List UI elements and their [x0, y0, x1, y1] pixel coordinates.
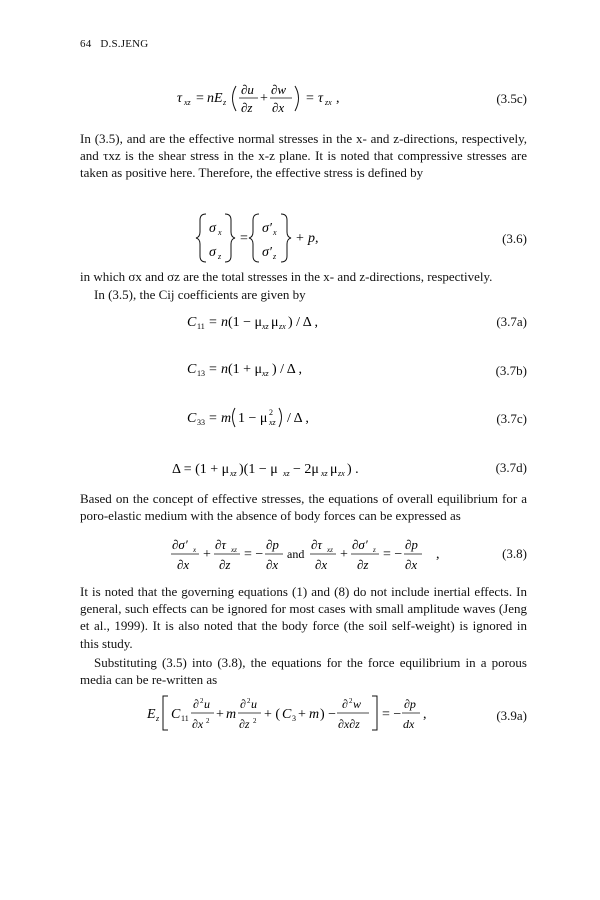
equation-3-7d [0, 453, 600, 483]
svg-text:E: E [147, 707, 156, 722]
svg-text:u: u [251, 697, 257, 711]
svg-text:=: = [240, 231, 248, 246]
svg-text:xz: xz [184, 98, 191, 107]
svg-text:z: z [223, 98, 227, 107]
svg-text:x: x [193, 546, 197, 554]
paragraph-text: Based on the concept of effective stresses, the equations of overall equilibrium for a poro-elastic medium with the absence of body forces can be expressed as [80, 491, 527, 524]
svg-text:∂p: ∂p [404, 697, 416, 711]
paragraph-text: In (3.5), the Cij coefficients are given by [94, 287, 306, 302]
equation-3-8 [0, 534, 600, 574]
svg-text:∂x∂z: ∂x∂z [338, 717, 360, 731]
svg-text:+: + [340, 547, 348, 562]
page-number: 64 [80, 38, 92, 50]
svg-text:13: 13 [197, 369, 205, 378]
equation-number: (3.7c) [496, 411, 527, 426]
svg-text:,: , [336, 91, 340, 106]
svg-text:=: = [209, 315, 217, 330]
svg-text:C: C [187, 411, 197, 426]
svg-text:σ′: σ′ [262, 221, 272, 236]
svg-text:C: C [187, 315, 197, 330]
svg-text:/ Δ ,: / Δ , [287, 411, 309, 426]
paragraph-total-stresses [80, 268, 527, 285]
svg-text:2: 2 [269, 408, 273, 417]
paragraph-cij-intro [80, 286, 527, 303]
svg-text:τ: τ [318, 91, 324, 106]
svg-text:3: 3 [292, 714, 296, 723]
svg-text:2: 2 [247, 697, 251, 705]
svg-text:11: 11 [197, 322, 205, 331]
svg-text:C: C [187, 362, 197, 377]
svg-text:+: + [203, 547, 211, 562]
equation-number: (3.5c) [496, 91, 527, 106]
svg-text:z: z [218, 252, 222, 261]
svg-text:μ: μ [271, 315, 279, 330]
svg-text:(1 − μ: (1 − μ [228, 315, 263, 330]
svg-text:xz: xz [321, 469, 328, 478]
svg-text:) / Δ ,: ) / Δ , [288, 315, 319, 330]
svg-text:∂x: ∂x [272, 100, 285, 115]
svg-text:= −: = − [382, 707, 402, 722]
svg-text:z: z [373, 546, 376, 554]
author-name: D.S.JENG [100, 38, 149, 50]
svg-text:zx: zx [338, 469, 345, 478]
svg-text:τ: τ [177, 91, 183, 106]
equation-number: (3.7b) [495, 363, 527, 378]
svg-text:x: x [218, 228, 222, 237]
svg-text:xz: xz [327, 546, 333, 554]
svg-text:m: m [226, 707, 237, 722]
svg-text:σ: σ [209, 221, 216, 236]
paragraph-inertial-effects [80, 583, 527, 652]
svg-text:xz: xz [231, 546, 237, 554]
svg-text:∂z: ∂z [357, 557, 369, 572]
svg-text:∂σ′: ∂σ′ [352, 537, 368, 552]
svg-text:∂x: ∂x [177, 557, 190, 572]
equation-3-6 [0, 210, 600, 266]
svg-text:2: 2 [200, 697, 204, 705]
equation-3-7b [0, 353, 600, 383]
svg-text:m: m [309, 707, 320, 722]
svg-text:− 2μ: − 2μ [293, 462, 319, 477]
svg-text:+: + [260, 91, 268, 106]
svg-text:m: m [221, 411, 232, 426]
svg-text:∂τ: ∂τ [311, 537, 323, 552]
paragraph-text: It is noted that the governing equations (1) and (8) do not include inertial effects. In general, such effects can be ignored for most cases with small amplitude waves (Jeng et al., 1999). It is also noted that the body force (the soil self-weight) is ignored in this study. [80, 584, 527, 651]
svg-text:∂u: ∂u [241, 82, 254, 97]
svg-text:σ: σ [209, 245, 216, 260]
svg-text:dx: dx [403, 717, 415, 731]
svg-text:∂x: ∂x [405, 557, 418, 572]
svg-text:Δ = (1 + μ: Δ = (1 + μ [172, 462, 230, 477]
svg-text:∂x: ∂x [315, 557, 328, 572]
equation-number: (3.8) [502, 546, 527, 561]
svg-text:(1 + μ: (1 + μ [228, 362, 263, 377]
svg-text:=: = [306, 91, 314, 106]
running-header [80, 38, 154, 50]
equation-number: (3.6) [502, 231, 527, 246]
svg-text:,: , [315, 231, 319, 246]
svg-text:∂z: ∂z [241, 100, 253, 115]
svg-text:,: , [423, 707, 427, 722]
svg-text:μ: μ [330, 462, 338, 477]
svg-text:∂: ∂ [193, 697, 199, 711]
paragraph-text: In (3.5), and are the effective normal stresses in the x- and z-directions, respectively, and τxz is the shear stress in the x-z plane. It is noted that compressive stresses are taken as positive here. Therefore, the effective stress is defined by [80, 131, 527, 181]
equation-3-9a [0, 692, 600, 736]
svg-text:∂x: ∂x [266, 557, 279, 572]
svg-text:zx: zx [279, 322, 286, 331]
svg-text:2: 2 [206, 717, 210, 725]
svg-text:xz: xz [262, 322, 269, 331]
svg-text:2: 2 [349, 697, 353, 705]
svg-text:∂: ∂ [342, 697, 348, 711]
equation-3-7c [0, 400, 600, 434]
svg-text:+: + [296, 231, 304, 246]
svg-text:∂: ∂ [240, 697, 246, 711]
svg-text:∂w: ∂w [271, 82, 287, 97]
equation-3-5c [0, 80, 600, 116]
svg-text:1 − μ: 1 − μ [238, 411, 268, 426]
svg-text:33: 33 [197, 418, 205, 427]
svg-text:+: + [298, 707, 306, 722]
svg-text:z: z [273, 252, 277, 261]
svg-text:∂p: ∂p [266, 537, 279, 552]
svg-text:n: n [221, 315, 228, 330]
svg-text:n: n [221, 362, 228, 377]
svg-text:+ (: + ( [264, 707, 281, 722]
svg-text:) −: ) − [320, 707, 337, 722]
svg-text:∂σ′: ∂σ′ [172, 537, 188, 552]
svg-text:) / Δ ,: ) / Δ , [272, 362, 303, 377]
svg-text:+: + [216, 707, 224, 722]
svg-text:xz: xz [230, 469, 237, 478]
svg-text:xz: xz [269, 418, 276, 427]
svg-text:∂z: ∂z [239, 717, 250, 731]
svg-text:C: C [171, 707, 181, 722]
svg-text:=: = [196, 91, 204, 106]
paragraph-text: in which σx and σz are the total stresses in the x- and z-directions, respectively. [80, 269, 493, 284]
svg-text:2: 2 [253, 717, 257, 725]
equation-3-7a [0, 306, 600, 336]
svg-text:nE: nE [207, 91, 223, 106]
svg-text:p: p [308, 231, 315, 246]
svg-text:= −: = − [244, 547, 264, 562]
svg-text:∂z: ∂z [219, 557, 231, 572]
svg-text:xz: xz [262, 369, 269, 378]
svg-text:=: = [209, 362, 217, 377]
svg-text:) .: ) . [347, 462, 359, 477]
svg-text:∂x: ∂x [192, 717, 204, 731]
svg-text:σ′: σ′ [262, 245, 272, 260]
paragraph-effective-stress [80, 130, 527, 182]
svg-text:u: u [204, 697, 210, 711]
equation-number: (3.9a) [496, 708, 527, 723]
svg-text:11: 11 [181, 714, 189, 723]
svg-text:)(1 − μ: )(1 − μ [239, 462, 278, 477]
svg-text:z: z [156, 714, 160, 723]
paragraph-text: Substituting (3.5) into (3.8), the equations for the force equilibrium in a porous media can be re-written as [80, 655, 527, 688]
svg-text:w: w [353, 697, 362, 711]
paragraph-equilibrium [80, 490, 527, 524]
svg-text:and: and [287, 547, 305, 561]
svg-text:C: C [282, 707, 292, 722]
equation-number: (3.7a) [496, 314, 527, 329]
svg-text:zx: zx [325, 98, 332, 107]
svg-text:x: x [273, 228, 277, 237]
svg-text:∂p: ∂p [405, 537, 418, 552]
svg-text:xz: xz [283, 469, 290, 478]
svg-text:=: = [209, 411, 217, 426]
svg-text:= −: = − [383, 547, 403, 562]
equation-number: (3.7d) [495, 460, 527, 475]
svg-text:∂τ: ∂τ [215, 537, 227, 552]
paragraph-substitution [80, 654, 527, 688]
svg-text:,: , [436, 547, 440, 562]
